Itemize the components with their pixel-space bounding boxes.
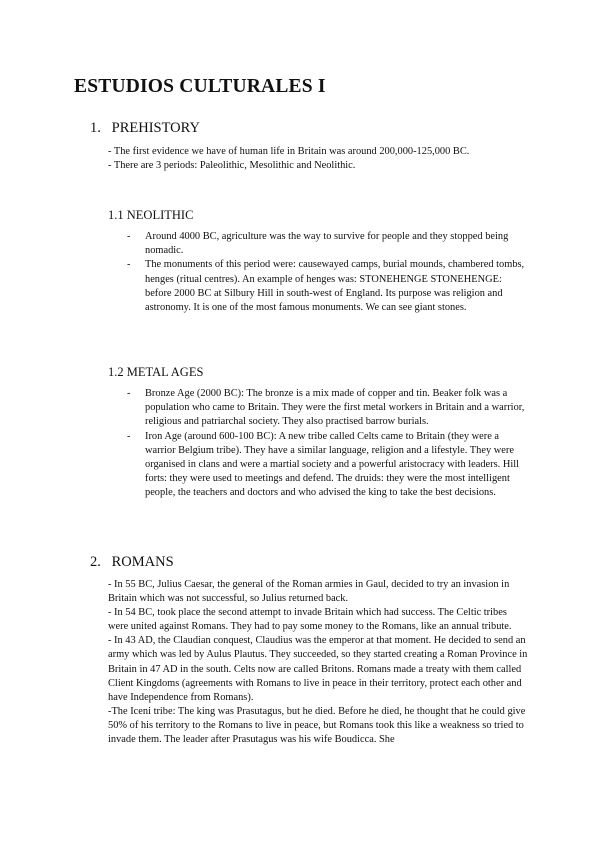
- text-line: - The first evidence we have of human life in Britain was around 200,000-125,000 BC.: [108, 146, 470, 157]
- text-line: - There are 3 periods: Paleolithic, Mesolithic and Neolithic.: [108, 160, 356, 171]
- metal-ages-list: [108, 387, 528, 501]
- list-item: [108, 258, 528, 315]
- list-item-text: The monuments of this period were: causewayed camps, burial mounds, chambered tombs, henges (ritual centres). An example of henges was: STONEHENGE STONEHENGE: before 2000 BC at Silbury Hill in south-west of England. Its purpose was religion and astronomy. It is one of the most famous monuments. We can see giant stones.: [145, 259, 525, 314]
- section-number: 1.: [90, 120, 101, 136]
- list-item: [108, 430, 528, 501]
- subsection-heading-neolithic: 1.1 NEOLITHIC: [108, 208, 194, 222]
- paragraph: - In 43 AD, the Claudian conquest, Claudius was the emperor at that moment. He decided to send an army which was led by Aulus Plautus. They succeeded, so they started creating a Roman Province in Britain in 47 AD in the south. Celts now are called Britons. Romans made a treaty with them called Client Kingdoms (agreements with Romans to live in peace in their territory, protect each other and have Independence from Romans).: [108, 635, 528, 703]
- romans-body: [108, 578, 528, 747]
- list-item-text: Bronze Age (2000 BC): The bronze is a mix made of copper and tin. Beaker folk was a population who came to Britain. They were the first metal workers in Britain and a warrior, religious and patriarchal society. They also practised barrow burials.: [145, 388, 525, 428]
- bullet-dash: -: [127, 388, 131, 399]
- neolithic-list: [108, 230, 528, 315]
- prehistory-intro: [108, 145, 528, 173]
- section-heading-romans: [90, 554, 174, 571]
- section-title: ROMANS: [111, 554, 174, 570]
- paragraph: - In 55 BC, Julius Caesar, the general of the Roman armies in Gaul, decided to try an invasion in Britain which was not successful, so Julius returned back.: [108, 579, 510, 605]
- bullet-dash: -: [127, 259, 131, 271]
- document-title: ESTUDIOS CULTURALES I: [74, 76, 326, 97]
- list-item: [108, 387, 528, 430]
- subsection-heading-metal-ages: 1.2 METAL AGES: [108, 365, 204, 379]
- paragraph: - In 54 BC, took place the second attempt to invade Britain which had success. The Celtic tribes were united against Romans. They had to pay some money to the Romans, like an annual tribute.: [108, 607, 512, 633]
- bullet-dash: -: [127, 430, 131, 442]
- section-title: PREHISTORY: [111, 120, 200, 136]
- list-item-text: Iron Age (around 600-100 BC): A new tribe called Celts came to Britain (they were a warrior Belgium tribe). They have a similar language, religion and a lifestyle. They were organised in clans and were a martial society and a powerful aristocracy with leaders. Hill forts: they were used to meetings and defend. The druids: they were the most intelligent people, the teachers and doctors and who advised the king to take the best decisions.: [145, 430, 520, 499]
- list-item: [108, 230, 528, 258]
- bullet-dash: -: [127, 231, 131, 242]
- paragraph: -The Iceni tribe: The king was Prasutagus, but he died. Before he died, he thought that he could give 50% of his territory to the Romans to live in peace, but Romans took this like a weakness so tried to invade them. The leader after Prasutagus was his wife Boudicca. She: [108, 705, 526, 746]
- section-number: 2.: [90, 554, 101, 570]
- section-heading-prehistory: [90, 120, 200, 137]
- list-item-text: Around 4000 BC, agriculture was the way to survive for people and they stopped being nomadic.: [145, 231, 509, 257]
